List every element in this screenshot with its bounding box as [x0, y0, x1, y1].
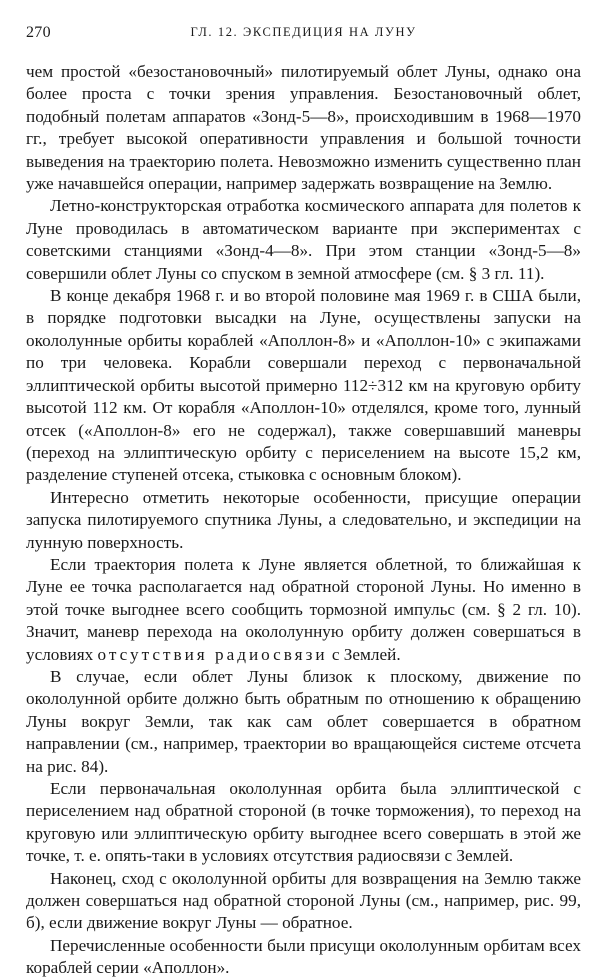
paragraph-5-end: с Землей. [327, 644, 401, 664]
paragraph-2: Летно-конструкторская отработка космического аппарата для полетов к Луне проводилась в автоматическом варианте при экспериментах с советскими станциями «Зонд-4—8». При этом станции «Зонд-5—8» совершили облет Луны со спуском в земной атмосфере (см. § 3 гл. 11). [26, 196, 581, 283]
running-head: ГЛ. 12. ЭКСПЕДИЦИЯ НА ЛУНУ [190, 25, 417, 39]
body-text [26, 61, 581, 980]
paragraph-1: чем простой «безостановочный» пилотируемый облет Луны, однако она более проста с точки зрения управления. Безостановочный облет, подобный полетам аппаратов «Зонд-5—8», происходившим в 1968—1970 гг., требует высокой оперативности управления и большой точности выведения на траекторию полета. Невозможно изменить существенно план уже начавшейся операции, например задержать возвращение на Землю. [26, 62, 581, 194]
paragraph-7: Если первоначальная окололунная орбита была эллиптической с периселением над обратной стороной (в точке торможения), то переход на круговую или эллиптическую орбиту выгоднее всего совершать в этой же точке, т. е. опять-таки в условиях отсутствия радиосвязи с Землей. [26, 779, 581, 866]
paragraph-3: В конце декабря 1968 г. и во второй половине мая 1969 г. в США были, в порядке подготовки высадки на Луне, осуществлены запуски на окололунные орбиты кораблей «Аполлон-8» и «Аполлон-10» с экипажами по три человека. Корабли совершали переход с первоначальной эллиптической орбиты высотой примерно 112÷312 км на круговую орбиту высотой 112 км. От корабля «Аполлон-10» отделялся, кроме того, лунный отсек («Аполлон-8» его не содержал), также совершавший маневры (переход на эллиптическую орбиту с периселением на высоте 15,2 км, разделение ступеней отсека, стыковка с основным блоком). [26, 286, 581, 485]
paragraph-5 [26, 554, 581, 666]
paragraph-5-text: Если траектория полета к Луне является облетной, то ближайшая к Луне ее точка располагается над обратной стороной Луны. Но именно в этой точке выгоднее всего сообщить тормозной импульс (см. § 2 гл. 10). Значит, маневр перехода на окололунную орбиту должен совершаться в условиях [26, 554, 581, 664]
emphasis-no-radio: отсутствия радиосвязи [97, 644, 328, 664]
page-number: 270 [26, 24, 51, 41]
paragraph-4: Интересно отметить некоторые особенности, присущие операции запуска пилотируемого спутника Луны, а следовательно, и экспедиции на лунную поверхность. [26, 487, 581, 552]
paragraph-8: Наконец, сход с окололунной орбиты для возвращения на Землю также должен совершаться над обратной стороной Луны (см., например, рис. 99, б), если движение вокруг Луны — обратное. [26, 868, 581, 933]
paragraph-9: Перечисленные особенности были присущи окололунным орбитам всех кораблей серии «Аполлон». [26, 935, 581, 978]
paragraph-6: В случае, если облет Луны близок к плоскому, движение по окололунной орбите должно быть обратным по отношению к обращению Луны вокруг Земли, так как сам облет совершается в обратном направлении (см., например, траектории во вращающейся системе отсчета на рис. 84). [26, 666, 581, 776]
page-header [26, 20, 581, 46]
book-page [26, 20, 581, 980]
